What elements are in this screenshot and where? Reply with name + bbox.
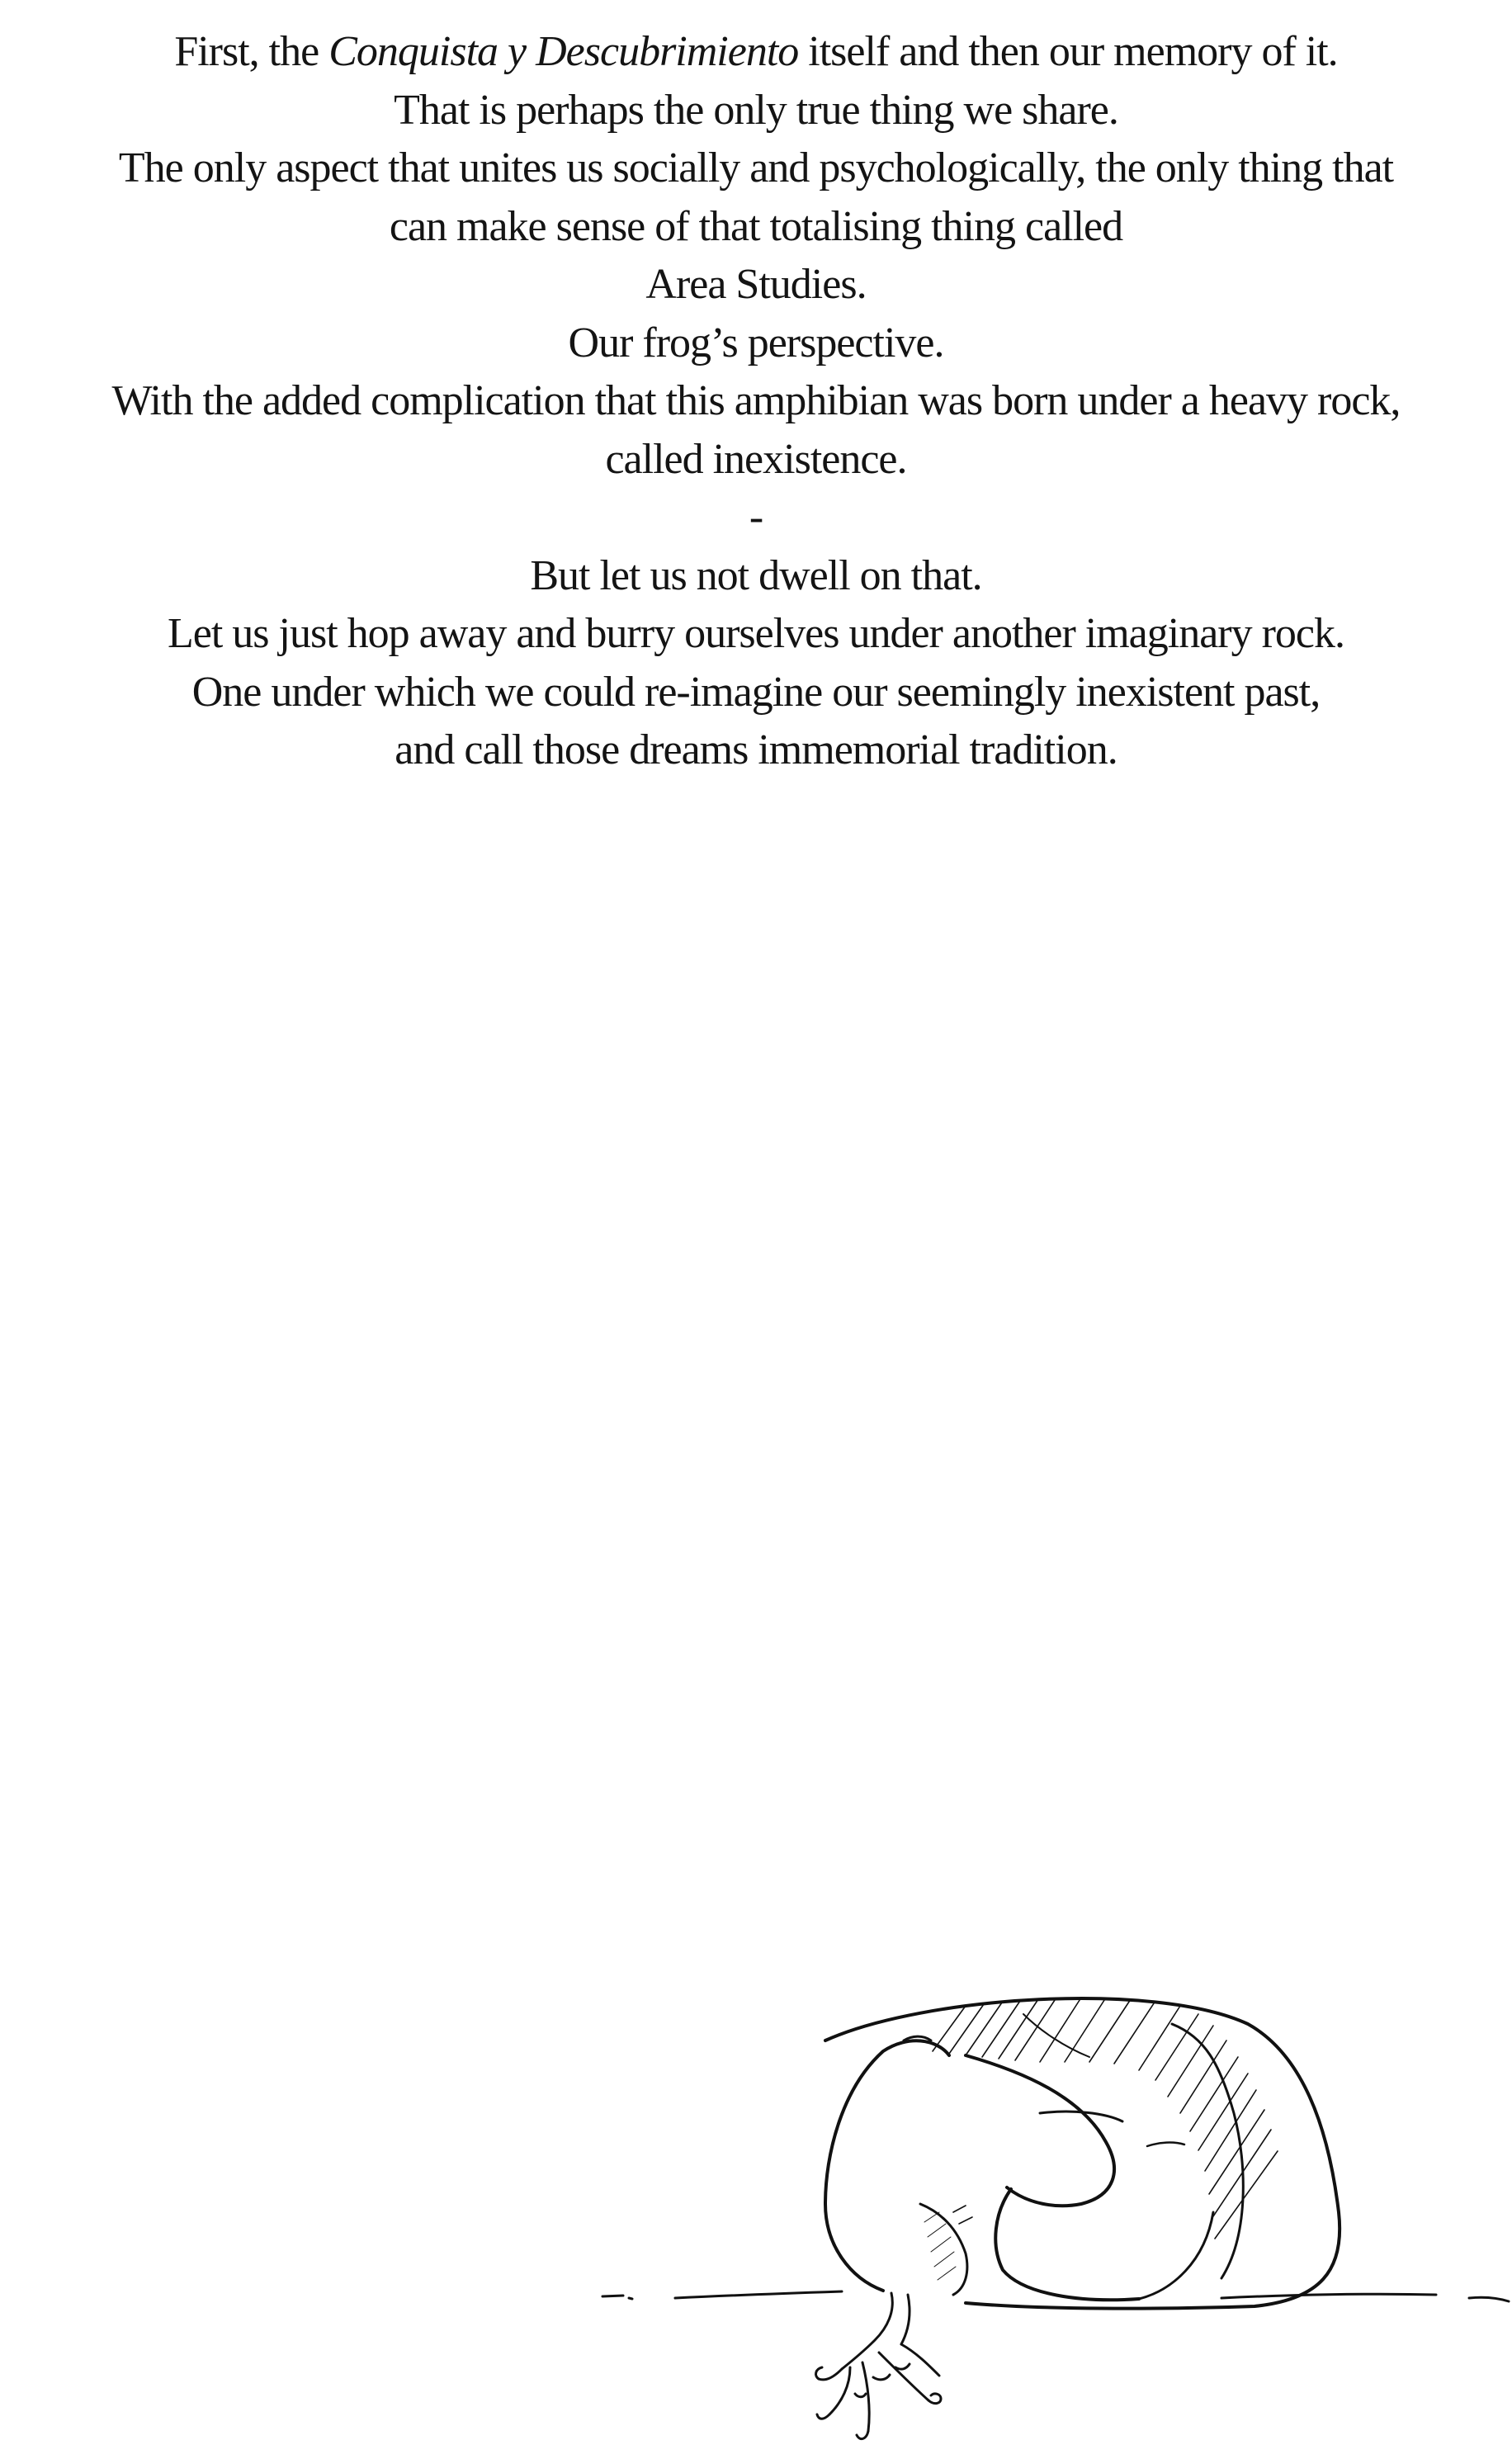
poem-line-1-italic-title: Conquista y Descubrimiento (328, 28, 799, 75)
frog-under-rock-illustration (578, 1965, 1512, 2459)
poem-line-7: With the added complication that this amphibian was born under a heavy rock, (111, 377, 1401, 424)
poem-line-1-start: First, the (174, 28, 329, 75)
poem-line-1 (0, 23, 1512, 82)
rock-shape (825, 1998, 1340, 2309)
poem-line-5: Area Studies. (645, 261, 867, 308)
rock-hatching (933, 1998, 1278, 2239)
poem-separator-dash: - (749, 494, 763, 541)
frog-under-rock-drawing (578, 1965, 1512, 2459)
poem-line-4: can make sense of that totalising thing called (389, 202, 1123, 250)
poem-line-3: The only aspect that unites us socially and psychologically, the only thing that (118, 144, 1394, 192)
poem-line-8: called inexistence. (605, 435, 907, 483)
frog-body (825, 2036, 1213, 2300)
poem-line-2: That is perhaps the only true thing we share. (394, 86, 1118, 134)
frog-foot (816, 2293, 941, 2439)
poem-line-1-end: itself and then our memory of it. (798, 28, 1338, 75)
poem-line-11: One under which we could re-imagine our seemingly inexistent past, (191, 668, 1321, 716)
poem-line-9: But let us not dwell on that. (530, 551, 982, 599)
poem-line-10: Let us just hop away and burry ourselves under another imaginary rock. (167, 610, 1344, 657)
poem-line-12: and call those dreams immemorial tradition. (395, 726, 1117, 773)
poem-line-6: Our frog’s perspective. (568, 319, 944, 366)
poem-text (0, 23, 1512, 780)
